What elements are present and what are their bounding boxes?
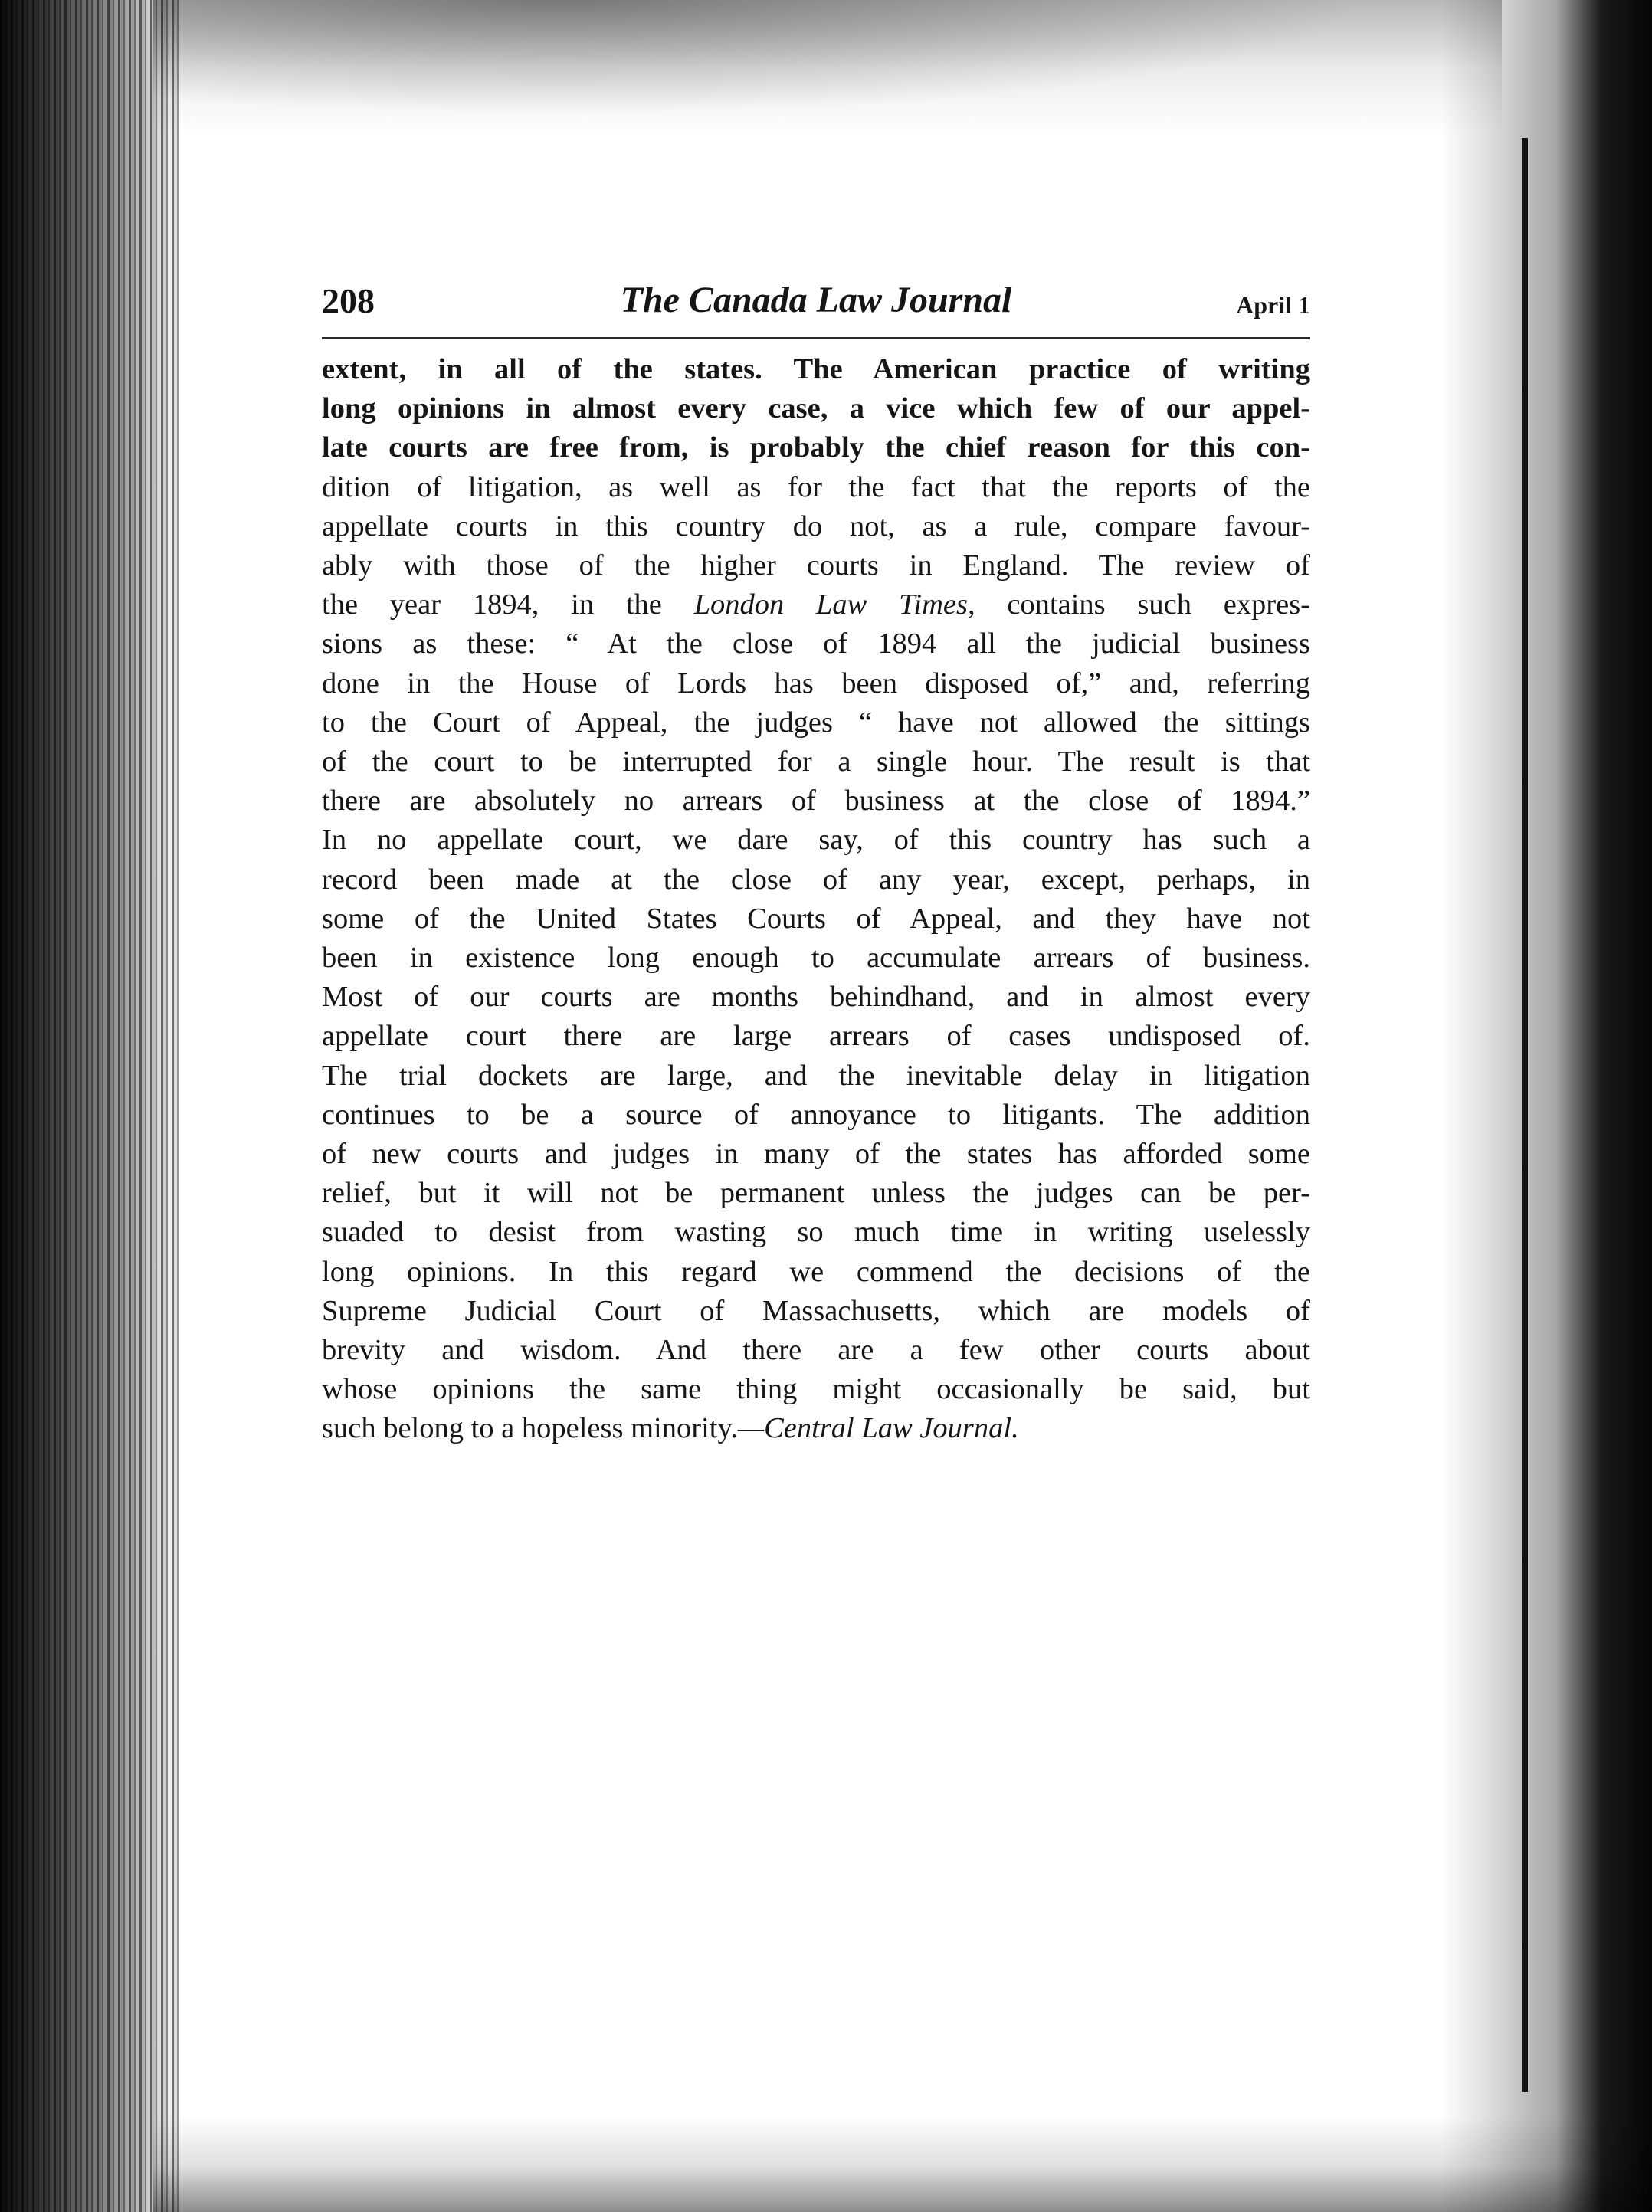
text-line: whose opinions the same thing might occasionally be said, but bbox=[322, 1373, 1310, 1406]
text-line: record been made at the close of any year, except, perhaps, in bbox=[322, 863, 1310, 896]
text-line bbox=[322, 585, 1310, 624]
running-head bbox=[322, 276, 1310, 339]
text-line: done in the House of Lords has been disposed of,” and, referring bbox=[322, 667, 1310, 700]
scan-shadow-left bbox=[0, 0, 180, 2212]
text-line: extent, in all of the states. The American practice of writing bbox=[322, 353, 1310, 385]
text-line: In no appellate court, we dare say, of this country has such a bbox=[322, 824, 1310, 857]
scan-shadow-top bbox=[153, 0, 1502, 134]
article-body bbox=[322, 350, 1310, 1449]
text-line: suaded to desist from wasting so much time in writing uselessly bbox=[322, 1216, 1310, 1249]
text-line: The trial dockets are large, and the inevitable delay in litigation bbox=[322, 1059, 1310, 1092]
journal-page bbox=[322, 276, 1310, 1449]
text-line: some of the United States Courts of Appeal, and they have not bbox=[322, 902, 1310, 935]
page-number: 208 bbox=[322, 281, 375, 320]
text-line bbox=[322, 1409, 1310, 1448]
text-line: to the Court of Appeal, the judges “ have not allowed the sittings bbox=[322, 706, 1310, 739]
text-line: Supreme Judicial Court of Massachusetts, which are models of bbox=[322, 1294, 1310, 1327]
italic-publication-title: London Law Times, bbox=[693, 588, 975, 621]
scan-shadow-right bbox=[1441, 0, 1652, 2212]
journal-title: The Canada Law Journal bbox=[620, 280, 1012, 320]
text-line: of the court to be interrupted for a single hour. The result is that bbox=[322, 746, 1310, 778]
issue-date: April 1 bbox=[1236, 291, 1310, 319]
text-run: the year 1894, in the bbox=[322, 588, 694, 621]
text-line: appellate courts in this country do not, as a rule, compare favour- bbox=[322, 510, 1310, 542]
text-line: been in existence long enough to accumulate arrears of business. bbox=[322, 942, 1310, 975]
source-attribution: —Central Law Journal. bbox=[737, 1412, 1019, 1445]
text-line: relief, but it will not be permanent unless the judges can be per- bbox=[322, 1177, 1310, 1210]
text-line: dition of litigation, as well as for the fact that the reports of the bbox=[322, 470, 1310, 503]
text-line: Most of our courts are months behindhand, and in almost every bbox=[322, 981, 1310, 1014]
text-line: long opinions. In this regard we commend the decisions of the bbox=[322, 1255, 1310, 1288]
text-line: there are absolutely no arrears of business at the close of 1894.” bbox=[322, 785, 1310, 818]
text-line: appellate court there are large arrears of cases undisposed of. bbox=[322, 1020, 1310, 1053]
text-run: contains such expres- bbox=[975, 588, 1310, 621]
book-spine-line bbox=[1522, 138, 1528, 2092]
text-line: ably with those of the higher courts in England. The review of bbox=[322, 549, 1310, 582]
text-line: late courts are free from, is probably the chief reason for this con- bbox=[322, 431, 1310, 464]
text-line: of new courts and judges in many of the states has afforded some bbox=[322, 1138, 1310, 1171]
text-line: continues to be a source of annoyance to litigants. The addition bbox=[322, 1098, 1310, 1131]
text-run: such belong to a hopeless minority. bbox=[322, 1412, 738, 1445]
text-line: long opinions in almost every case, a vice which few of our appel- bbox=[322, 392, 1310, 425]
scan-shadow-bottom bbox=[153, 2115, 1652, 2212]
text-line: brevity and wisdom. And there are a few other courts about bbox=[322, 1334, 1310, 1367]
text-line: sions as these: “ At the close of 1894 all the judicial business bbox=[322, 628, 1310, 660]
